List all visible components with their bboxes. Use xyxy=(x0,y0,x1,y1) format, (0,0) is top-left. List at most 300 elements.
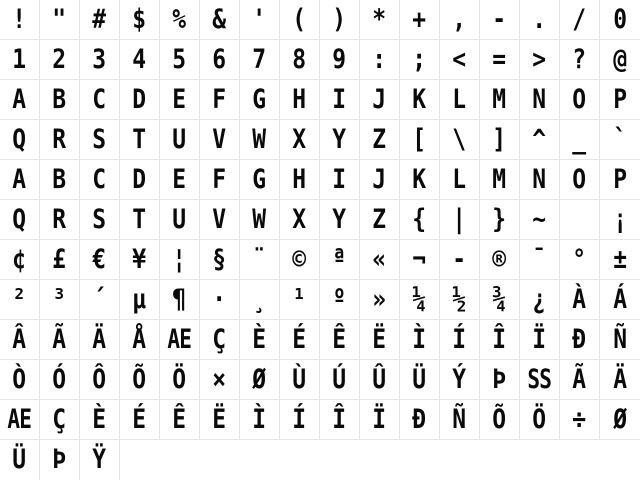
glyph-cell[interactable] xyxy=(0,80,40,120)
glyph: - xyxy=(452,244,467,275)
glyph-cell[interactable] xyxy=(200,80,240,120)
glyph-cell[interactable] xyxy=(240,120,280,160)
glyph: ³ xyxy=(52,284,67,315)
glyph-cell[interactable] xyxy=(480,80,520,120)
glyph-cell[interactable] xyxy=(200,320,240,360)
glyph-cell[interactable] xyxy=(120,120,160,160)
glyph: 7 xyxy=(252,44,267,75)
glyph-cell[interactable] xyxy=(320,320,360,360)
glyph: _ xyxy=(572,124,587,155)
glyph-cell[interactable] xyxy=(200,0,240,40)
glyph: ` xyxy=(613,124,627,155)
glyph: A xyxy=(12,164,27,195)
glyph-cell[interactable] xyxy=(280,160,320,200)
glyph-cell[interactable] xyxy=(520,160,560,200)
glyph: Ä xyxy=(92,324,107,355)
glyph-cell[interactable] xyxy=(80,440,120,480)
glyph-cell[interactable] xyxy=(160,80,200,120)
glyph-cell[interactable] xyxy=(480,320,520,360)
glyph-cell[interactable] xyxy=(160,280,200,320)
glyph: ; xyxy=(412,44,427,75)
glyph-cell[interactable] xyxy=(360,200,400,240)
glyph-cell[interactable] xyxy=(480,120,520,160)
glyph-cell[interactable] xyxy=(560,200,600,240)
glyph-cell[interactable] xyxy=(480,200,520,240)
glyph-cell[interactable] xyxy=(400,40,440,80)
glyph: Ô xyxy=(92,364,107,395)
glyph-cell[interactable] xyxy=(440,240,480,280)
glyph-cell[interactable] xyxy=(0,440,40,480)
glyph-cell[interactable] xyxy=(400,0,440,40)
glyph-cell[interactable] xyxy=(400,200,440,240)
glyph: Å xyxy=(132,324,147,355)
glyph-cell[interactable] xyxy=(440,160,480,200)
glyph-cell[interactable] xyxy=(280,40,320,80)
glyph-cell[interactable] xyxy=(560,360,600,400)
glyph-cell[interactable] xyxy=(520,80,560,120)
glyph-cell[interactable] xyxy=(240,200,280,240)
glyph: " xyxy=(52,4,67,35)
glyph: 1 xyxy=(12,44,27,75)
glyph: Ê xyxy=(172,404,187,435)
glyph: } xyxy=(492,204,507,235)
glyph: · xyxy=(212,284,227,315)
glyph-cell[interactable] xyxy=(320,0,360,40)
glyph-cell[interactable] xyxy=(520,280,560,320)
glyph-cell[interactable] xyxy=(160,400,200,440)
glyph: I xyxy=(332,164,347,195)
glyph-cell[interactable] xyxy=(600,120,640,160)
glyph-cell[interactable] xyxy=(280,0,320,40)
glyph-cell[interactable] xyxy=(0,320,40,360)
glyph: ® xyxy=(492,244,507,275)
glyph: Ã xyxy=(572,364,587,395)
glyph-cell[interactable] xyxy=(440,0,480,40)
glyph-cell[interactable] xyxy=(160,40,200,80)
glyph: Ë xyxy=(212,404,227,435)
glyph-cell[interactable] xyxy=(400,360,440,400)
glyph-cell[interactable] xyxy=(400,280,440,320)
glyph-cell[interactable] xyxy=(0,400,40,440)
glyph-cell[interactable] xyxy=(280,200,320,240)
glyph-cell[interactable] xyxy=(240,360,280,400)
glyph-cell[interactable] xyxy=(80,40,120,80)
glyph: ? xyxy=(572,44,587,75)
glyph: Z xyxy=(372,204,387,235)
glyph-cell[interactable] xyxy=(40,40,80,80)
glyph: § xyxy=(212,244,227,275)
glyph: [ xyxy=(412,124,427,155)
glyph-cell[interactable] xyxy=(40,400,80,440)
glyph-cell[interactable] xyxy=(520,240,560,280)
glyph-cell[interactable] xyxy=(600,80,640,120)
glyph-cell[interactable] xyxy=(280,240,320,280)
glyph: V xyxy=(212,124,227,155)
glyph-cell[interactable] xyxy=(160,120,200,160)
glyph-cell[interactable] xyxy=(240,240,280,280)
glyph-cell[interactable] xyxy=(520,40,560,80)
glyph-cell[interactable] xyxy=(480,0,520,40)
glyph: Ù xyxy=(292,364,307,395)
glyph-cell[interactable] xyxy=(120,320,160,360)
glyph: ± xyxy=(613,244,627,275)
glyph: × xyxy=(212,364,227,395)
glyph-cell[interactable] xyxy=(320,160,360,200)
glyph-cell[interactable] xyxy=(200,120,240,160)
glyph-cell[interactable] xyxy=(560,160,600,200)
glyph-cell[interactable] xyxy=(360,320,400,360)
glyph: « xyxy=(372,244,387,275)
glyph-cell[interactable] xyxy=(0,200,40,240)
glyph: ¬ xyxy=(412,244,427,275)
glyph-cell[interactable] xyxy=(560,80,600,120)
glyph-cell[interactable] xyxy=(480,400,520,440)
glyph-cell[interactable] xyxy=(360,240,400,280)
glyph: W xyxy=(252,124,267,155)
glyph-cell[interactable] xyxy=(160,200,200,240)
glyph: È xyxy=(252,324,267,355)
glyph-cell[interactable] xyxy=(560,240,600,280)
glyph: Õ xyxy=(132,364,147,395)
glyph-cell[interactable] xyxy=(200,160,240,200)
glyph-cell[interactable] xyxy=(320,80,360,120)
glyph: Í xyxy=(452,324,467,355)
glyph: = xyxy=(492,44,507,75)
glyph: + xyxy=(412,4,427,35)
glyph: O xyxy=(572,84,587,115)
glyph-cell[interactable] xyxy=(360,400,400,440)
glyph-cell[interactable] xyxy=(160,320,200,360)
glyph-cell[interactable] xyxy=(400,80,440,120)
glyph-cell[interactable] xyxy=(240,400,280,440)
glyph: C xyxy=(92,84,107,115)
glyph: ½ xyxy=(452,284,467,315)
glyph: Ÿ xyxy=(92,444,107,475)
glyph-cell[interactable] xyxy=(200,240,240,280)
glyph-cell[interactable] xyxy=(520,400,560,440)
glyph: Ü xyxy=(412,364,427,395)
glyph: ¥ xyxy=(132,244,147,275)
glyph: µ xyxy=(132,284,147,315)
glyph-cell[interactable] xyxy=(80,240,120,280)
glyph-cell[interactable] xyxy=(600,0,640,40)
glyph-cell[interactable] xyxy=(440,400,480,440)
glyph-cell[interactable] xyxy=(120,280,160,320)
glyph: B xyxy=(52,84,67,115)
glyph-cell[interactable] xyxy=(360,360,400,400)
glyph: 6 xyxy=(212,44,227,75)
glyph-cell[interactable] xyxy=(40,80,80,120)
glyph: D xyxy=(132,164,147,195)
glyph: Ñ xyxy=(452,404,467,435)
glyph: P xyxy=(613,164,627,195)
glyph-cell[interactable] xyxy=(40,200,80,240)
glyph: R xyxy=(52,204,67,235)
glyph-cell[interactable] xyxy=(480,360,520,400)
glyph-cell[interactable] xyxy=(600,360,640,400)
glyph-cell[interactable] xyxy=(80,0,120,40)
glyph-cell[interactable] xyxy=(360,80,400,120)
glyph: / xyxy=(572,4,587,35)
glyph: Ï xyxy=(532,324,547,355)
glyph: U xyxy=(172,204,187,235)
glyph: À xyxy=(572,284,587,315)
glyph: ~ xyxy=(532,204,547,235)
glyph-cell[interactable] xyxy=(40,280,80,320)
glyph-cell[interactable] xyxy=(320,240,360,280)
glyph: W xyxy=(252,204,267,235)
glyph: È xyxy=(92,404,107,435)
glyph-cell[interactable] xyxy=(200,200,240,240)
glyph-cell[interactable] xyxy=(40,320,80,360)
glyph-cell[interactable] xyxy=(600,200,640,240)
glyph: ) xyxy=(332,4,347,35)
glyph-cell[interactable] xyxy=(480,280,520,320)
glyph: J xyxy=(372,84,387,115)
glyph-cell[interactable] xyxy=(280,400,320,440)
glyph-cell[interactable] xyxy=(320,40,360,80)
glyph-cell[interactable] xyxy=(360,160,400,200)
glyph: Ä xyxy=(613,364,627,395)
glyph: © xyxy=(292,244,307,275)
glyph: - xyxy=(492,4,507,35)
glyph-cell[interactable] xyxy=(120,360,160,400)
glyph-cell[interactable] xyxy=(80,360,120,400)
glyph: Z xyxy=(372,124,387,155)
glyph: D xyxy=(132,84,147,115)
glyph-cell[interactable] xyxy=(400,120,440,160)
glyph-cell[interactable] xyxy=(40,240,80,280)
glyph-cell[interactable] xyxy=(40,440,80,480)
glyph-cell[interactable] xyxy=(240,160,280,200)
glyph-cell[interactable] xyxy=(560,320,600,360)
glyph: Ð xyxy=(572,324,587,355)
glyph-cell[interactable] xyxy=(440,120,480,160)
glyph-cell[interactable] xyxy=(200,280,240,320)
glyph: A xyxy=(12,84,27,115)
glyph: M xyxy=(492,164,507,195)
glyph-cell[interactable] xyxy=(400,320,440,360)
glyph-cell[interactable] xyxy=(600,160,640,200)
glyph: X xyxy=(292,204,307,235)
glyph-cell[interactable] xyxy=(480,40,520,80)
glyph: Ó xyxy=(52,364,67,395)
glyph-cell[interactable] xyxy=(160,160,200,200)
glyph-cell[interactable] xyxy=(120,160,160,200)
glyph: Ö xyxy=(172,364,187,395)
glyph-cell[interactable] xyxy=(200,400,240,440)
glyph-cell[interactable] xyxy=(0,360,40,400)
glyph: £ xyxy=(52,244,67,275)
glyph-cell[interactable] xyxy=(360,280,400,320)
glyph: ÷ xyxy=(572,404,587,435)
glyph: ¼ xyxy=(412,284,427,315)
glyph-cell[interactable] xyxy=(240,320,280,360)
glyph: H xyxy=(292,84,307,115)
glyph-cell[interactable] xyxy=(440,80,480,120)
glyph-cell[interactable] xyxy=(120,200,160,240)
glyph-cell[interactable] xyxy=(240,40,280,80)
glyph: É xyxy=(292,324,307,355)
glyph: E xyxy=(172,164,187,195)
glyph: U xyxy=(172,124,187,155)
glyph-cell[interactable] xyxy=(280,320,320,360)
glyph: L xyxy=(452,164,467,195)
glyph-cell[interactable] xyxy=(320,200,360,240)
glyph-cell[interactable] xyxy=(560,280,600,320)
glyph-cell[interactable] xyxy=(160,360,200,400)
glyph-cell[interactable] xyxy=(280,80,320,120)
glyph: º xyxy=(332,284,347,315)
glyph-cell[interactable] xyxy=(280,280,320,320)
glyph: ¡ xyxy=(613,204,627,235)
glyph: J xyxy=(372,164,387,195)
glyph-cell[interactable] xyxy=(80,160,120,200)
glyph-cell[interactable] xyxy=(600,400,640,440)
glyph: SS xyxy=(527,364,552,395)
glyph-cell[interactable] xyxy=(560,40,600,80)
glyph-cell[interactable] xyxy=(40,120,80,160)
glyph-cell[interactable] xyxy=(600,240,640,280)
glyph-cell[interactable] xyxy=(320,120,360,160)
glyph: Y xyxy=(332,204,347,235)
glyph-cell[interactable] xyxy=(40,160,80,200)
glyph-cell[interactable] xyxy=(520,320,560,360)
glyph-cell[interactable] xyxy=(520,360,560,400)
glyph: ¨ xyxy=(252,244,267,275)
glyph: B xyxy=(52,164,67,195)
glyph: ' xyxy=(252,4,267,35)
glyph-cell[interactable] xyxy=(80,320,120,360)
glyph: Ú xyxy=(332,364,347,395)
glyph-cell[interactable] xyxy=(80,280,120,320)
glyph: # xyxy=(92,4,107,35)
glyph-cell[interactable] xyxy=(80,80,120,120)
glyph-cell[interactable] xyxy=(200,40,240,80)
glyph: Þ xyxy=(492,364,507,395)
glyph-cell[interactable] xyxy=(360,0,400,40)
glyph-cell[interactable] xyxy=(0,280,40,320)
glyph-cell[interactable] xyxy=(120,40,160,80)
glyph-cell[interactable] xyxy=(80,400,120,440)
glyph: É xyxy=(132,404,147,435)
glyph-cell[interactable] xyxy=(440,320,480,360)
glyph-cell[interactable] xyxy=(160,0,200,40)
glyph-cell[interactable] xyxy=(400,160,440,200)
glyph: Ï xyxy=(372,404,387,435)
glyph: ´ xyxy=(92,284,107,315)
glyph-cell[interactable] xyxy=(160,240,200,280)
glyph-cell[interactable] xyxy=(360,120,400,160)
glyph-cell[interactable] xyxy=(0,160,40,200)
glyph-cell[interactable] xyxy=(400,240,440,280)
glyph-cell[interactable] xyxy=(560,400,600,440)
glyph: Ö xyxy=(532,404,547,435)
glyph-cell[interactable] xyxy=(560,0,600,40)
glyph-cell[interactable] xyxy=(80,200,120,240)
glyph: Ç xyxy=(52,404,67,435)
glyph-cell[interactable] xyxy=(200,360,240,400)
glyph: AE xyxy=(167,324,192,355)
glyph-cell[interactable] xyxy=(320,400,360,440)
glyph: ¸ xyxy=(252,284,267,315)
glyph-cell[interactable] xyxy=(400,400,440,440)
glyph-cell[interactable] xyxy=(40,0,80,40)
glyph-cell[interactable] xyxy=(440,200,480,240)
glyph: N xyxy=(532,84,547,115)
glyph-cell[interactable] xyxy=(0,240,40,280)
glyph-cell[interactable] xyxy=(280,360,320,400)
glyph-cell[interactable] xyxy=(0,40,40,80)
glyph: T xyxy=(132,124,147,155)
glyph: 0 xyxy=(613,4,627,35)
glyph: Ð xyxy=(412,404,427,435)
glyph: * xyxy=(372,4,387,35)
glyph: < xyxy=(452,44,467,75)
glyph-cell[interactable] xyxy=(520,200,560,240)
glyph: N xyxy=(532,164,547,195)
glyph-cell[interactable] xyxy=(600,320,640,360)
glyph-cell[interactable] xyxy=(80,120,120,160)
glyph-cell[interactable] xyxy=(320,280,360,320)
glyph: . xyxy=(532,4,547,35)
glyph-cell[interactable] xyxy=(120,0,160,40)
glyph-cell[interactable] xyxy=(120,80,160,120)
glyph: Õ xyxy=(492,404,507,435)
glyph: E xyxy=(172,84,187,115)
glyph-cell[interactable] xyxy=(600,40,640,80)
glyph: M xyxy=(492,84,507,115)
glyph: T xyxy=(132,204,147,235)
glyph-cell[interactable] xyxy=(480,240,520,280)
glyph: Q xyxy=(12,204,27,235)
glyph: Ê xyxy=(332,324,347,355)
glyph: P xyxy=(613,84,627,115)
glyph-cell[interactable] xyxy=(440,360,480,400)
glyph: Þ xyxy=(52,444,67,475)
glyph: Ü xyxy=(12,444,27,475)
glyph-cell[interactable] xyxy=(360,40,400,80)
glyph: ¶ xyxy=(172,284,187,315)
glyph-cell[interactable] xyxy=(240,80,280,120)
glyph-cell[interactable] xyxy=(320,360,360,400)
glyph: , xyxy=(452,4,467,35)
glyph: L xyxy=(452,84,467,115)
glyph-cell[interactable] xyxy=(240,280,280,320)
glyph-cell[interactable] xyxy=(520,120,560,160)
glyph-cell[interactable] xyxy=(480,160,520,200)
glyph: ² xyxy=(12,284,27,315)
glyph: 8 xyxy=(292,44,307,75)
glyph-cell[interactable] xyxy=(0,0,40,40)
glyph: Ø xyxy=(613,404,627,435)
glyph-cell[interactable] xyxy=(120,400,160,440)
glyph: ^ xyxy=(532,124,547,155)
glyph-cell[interactable] xyxy=(280,120,320,160)
glyph-cell[interactable] xyxy=(0,120,40,160)
glyph: ¹ xyxy=(292,284,307,315)
glyph-cell[interactable] xyxy=(120,240,160,280)
glyph-cell[interactable] xyxy=(240,0,280,40)
glyph-cell[interactable] xyxy=(600,280,640,320)
glyph-cell[interactable] xyxy=(440,40,480,80)
glyph-cell[interactable] xyxy=(520,0,560,40)
glyph: ( xyxy=(292,4,307,35)
glyph-cell[interactable] xyxy=(440,280,480,320)
glyph-cell[interactable] xyxy=(560,120,600,160)
glyph: Ø xyxy=(252,364,267,395)
glyph-cell[interactable] xyxy=(40,360,80,400)
